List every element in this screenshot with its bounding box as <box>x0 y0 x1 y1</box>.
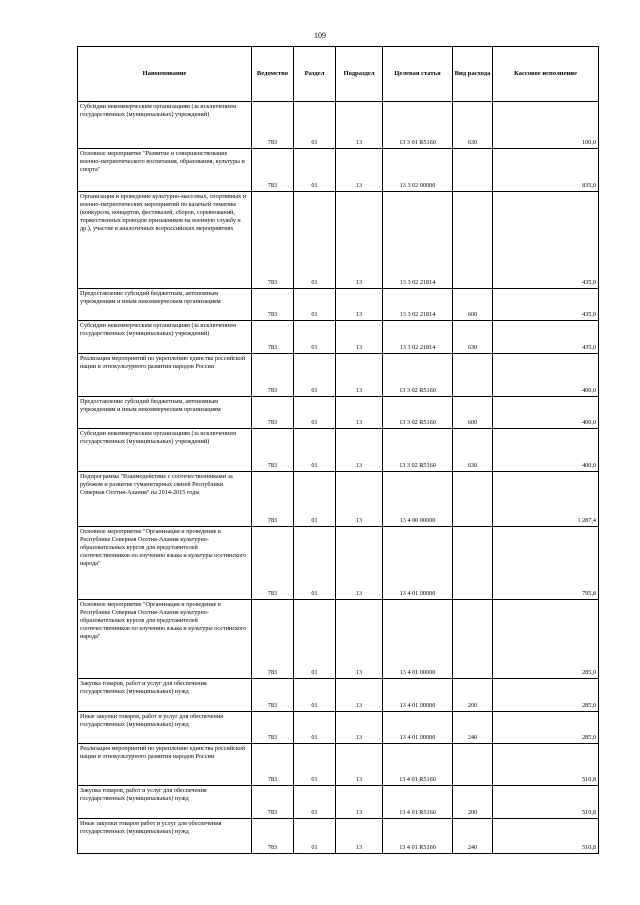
row-expense-type: 240 <box>453 712 493 744</box>
row-cash-execution: 400,0 <box>493 429 599 472</box>
row-subsection: 13 <box>336 397 383 429</box>
table-row <box>78 289 599 321</box>
header-name: Наименование <box>78 47 252 102</box>
row-target-article: 13 3 02 00000 <box>383 149 453 192</box>
row-name: Предоставление субсидий бюджетным, автономным учреждениям и иным некоммерческим организациям <box>78 289 252 321</box>
row-name: Субсидии некоммерческим организациям (за исключением государственных (муниципальных) учреждений) <box>78 102 252 149</box>
row-name: Основное мероприятие "Организация и проведение в Республике Северная Осетия-Алания культурно-образовательных курсов для представителей соотечественников по изучению языка и культуры осетинского народа" <box>78 527 252 600</box>
row-expense-type: 630 <box>453 321 493 354</box>
table-row <box>78 149 599 192</box>
header-department: Ведомство <box>252 47 294 102</box>
table-row <box>78 429 599 472</box>
row-target-article: 13 4 01 R5160 <box>383 744 453 786</box>
row-section: 01 <box>294 819 336 854</box>
row-target-article: 13 3 02 21814 <box>383 192 453 289</box>
budget-table <box>77 46 599 854</box>
row-subsection: 13 <box>336 289 383 321</box>
row-expense-type: 600 <box>453 289 493 321</box>
row-target-article: 13 4 01 R5160 <box>383 819 453 854</box>
row-cash-execution: 510,8 <box>493 786 599 819</box>
table-row <box>78 712 599 744</box>
row-name: Закупка товаров, работ и услуг для обеспечения государственных (муниципальных) нужд <box>78 786 252 819</box>
row-section: 01 <box>294 429 336 472</box>
row-cash-execution: 285,0 <box>493 679 599 712</box>
row-expense-type: 630 <box>453 102 493 149</box>
row-cash-execution: 285,0 <box>493 600 599 679</box>
row-department: 783 <box>252 192 294 289</box>
row-name: Закупка товаров, работ и услуг для обеспечения государственных (муниципальных) нужд <box>78 679 252 712</box>
row-department: 783 <box>252 289 294 321</box>
row-department: 783 <box>252 527 294 600</box>
row-section: 01 <box>294 712 336 744</box>
row-name: Подпрограмма "Взаимодействие с соотечественниками за рубежом и развитие гуманитарных связей Республики Северная Осетия-Алания" на 2014-2015 годы <box>78 472 252 527</box>
row-subsection: 13 <box>336 712 383 744</box>
row-target-article: 13 3 02 R5160 <box>383 397 453 429</box>
header-expense-type: Вид расхода <box>453 47 493 102</box>
row-department: 783 <box>252 397 294 429</box>
row-subsection: 13 <box>336 786 383 819</box>
row-cash-execution: 285,0 <box>493 712 599 744</box>
row-department: 783 <box>252 149 294 192</box>
row-target-article: 13 4 01 00000 <box>383 527 453 600</box>
row-expense-type <box>453 600 493 679</box>
row-department: 783 <box>252 819 294 854</box>
row-section: 01 <box>294 472 336 527</box>
row-expense-type <box>453 744 493 786</box>
row-subsection: 13 <box>336 744 383 786</box>
row-name: Основное мероприятие "Развитие и совершенствование военно-патриотического воспитания, образования, культуры и спорта" <box>78 149 252 192</box>
row-cash-execution: 100,0 <box>493 102 599 149</box>
row-department: 783 <box>252 354 294 397</box>
row-section: 01 <box>294 744 336 786</box>
header-cash-execution: Кассовое исполнение <box>493 47 599 102</box>
row-cash-execution: 435,0 <box>493 289 599 321</box>
table-row <box>78 354 599 397</box>
table-header-row <box>78 47 599 102</box>
row-subsection: 13 <box>336 102 383 149</box>
row-expense-type <box>453 192 493 289</box>
table-row <box>78 102 599 149</box>
row-name: Реализация мероприятий по укреплению единства российской нации и этнокультурного развития народов России <box>78 744 252 786</box>
header-section: Раздел <box>294 47 336 102</box>
row-cash-execution: 510,8 <box>493 819 599 854</box>
table-row <box>78 472 599 527</box>
row-section: 01 <box>294 289 336 321</box>
row-subsection: 13 <box>336 527 383 600</box>
row-name: Иные закупки товаров, работ и услуг для обеспечения государственных (муниципальных) нужд <box>78 712 252 744</box>
row-cash-execution: 795,8 <box>493 527 599 600</box>
row-department: 783 <box>252 679 294 712</box>
page-number: 109 <box>314 31 326 40</box>
row-section: 01 <box>294 786 336 819</box>
row-department: 783 <box>252 744 294 786</box>
row-subsection: 13 <box>336 472 383 527</box>
row-subsection: 13 <box>336 149 383 192</box>
row-cash-execution: 400,0 <box>493 354 599 397</box>
row-section: 01 <box>294 149 336 192</box>
row-target-article: 13 3 02 21814 <box>383 321 453 354</box>
table-row <box>78 679 599 712</box>
row-cash-execution: 400,0 <box>493 397 599 429</box>
row-subsection: 13 <box>336 429 383 472</box>
row-department: 783 <box>252 321 294 354</box>
row-name: Субсидии некоммерческим организациям (за исключением государственных (муниципальных) учреждений) <box>78 321 252 354</box>
table-row <box>78 600 599 679</box>
row-department: 783 <box>252 712 294 744</box>
row-department: 783 <box>252 600 294 679</box>
row-name: Субсидии некоммерческим организациям (за исключением государственных (муниципальных) учреждений) <box>78 429 252 472</box>
row-section: 01 <box>294 679 336 712</box>
row-target-article: 13 3 02 R5160 <box>383 354 453 397</box>
row-expense-type: 200 <box>453 679 493 712</box>
row-expense-type <box>453 527 493 600</box>
header-target-article: Целевая статья <box>383 47 453 102</box>
row-cash-execution: 835,0 <box>493 149 599 192</box>
row-name: Организация и проведение культурно-массовых, спортивных и военно-патриотических мероприятий по казачьей тематике (конкурсов, концертов, фестивалей, сборов, соревнований, торжественных проводов призывников на военную службу и др.), участие в аналогичных всероссийских мероприятиях <box>78 192 252 289</box>
row-expense-type <box>453 354 493 397</box>
row-name: Реализация мероприятий по укреплению единства российской нации и этнокультурного развития народов России <box>78 354 252 397</box>
row-section: 01 <box>294 527 336 600</box>
row-cash-execution: 435,0 <box>493 192 599 289</box>
row-section: 01 <box>294 354 336 397</box>
row-target-article: 13 3 02 21814 <box>383 289 453 321</box>
row-name: Иные закупки товаров работ и услуг для обеспечения государственных (муниципальных) нужд <box>78 819 252 854</box>
table-row <box>78 527 599 600</box>
row-department: 783 <box>252 472 294 527</box>
row-cash-execution: 510,8 <box>493 744 599 786</box>
row-department: 783 <box>252 429 294 472</box>
row-section: 01 <box>294 192 336 289</box>
table-row <box>78 819 599 854</box>
row-target-article: 13 4 01 00000 <box>383 600 453 679</box>
row-subsection: 13 <box>336 819 383 854</box>
row-subsection: 13 <box>336 679 383 712</box>
table-row <box>78 321 599 354</box>
row-expense-type <box>453 472 493 527</box>
row-subsection: 13 <box>336 600 383 679</box>
row-cash-execution: 1 287,4 <box>493 472 599 527</box>
header-subsection: Подраздел <box>336 47 383 102</box>
table-row <box>78 397 599 429</box>
row-section: 01 <box>294 600 336 679</box>
row-target-article: 13 3 02 R5160 <box>383 429 453 472</box>
table-row <box>78 192 599 289</box>
row-expense-type: 600 <box>453 397 493 429</box>
row-expense-type: 200 <box>453 786 493 819</box>
row-target-article: 13 4 01 R5160 <box>383 786 453 819</box>
table-row <box>78 786 599 819</box>
table-row <box>78 744 599 786</box>
row-subsection: 13 <box>336 192 383 289</box>
row-department: 783 <box>252 786 294 819</box>
row-expense-type <box>453 149 493 192</box>
row-name: Предоставление субсидий бюджетным, автономным учреждениям и иным некоммерческим организациям <box>78 397 252 429</box>
row-expense-type: 240 <box>453 819 493 854</box>
row-cash-execution: 435,0 <box>493 321 599 354</box>
row-section: 01 <box>294 397 336 429</box>
row-section: 01 <box>294 102 336 149</box>
row-name: Основное мероприятие "Организация и проведение в Республике Северная Осетия-Алания культурно-образовательных курсов для представителей соотечественников по изучению языка и культуры осетинского народа" <box>78 600 252 679</box>
row-target-article: 13 4 01 00000 <box>383 679 453 712</box>
row-target-article: 13 4 01 00000 <box>383 712 453 744</box>
row-subsection: 13 <box>336 354 383 397</box>
row-subsection: 13 <box>336 321 383 354</box>
row-department: 783 <box>252 102 294 149</box>
row-section: 01 <box>294 321 336 354</box>
row-expense-type: 630 <box>453 429 493 472</box>
row-target-article: 13 4 00 00000 <box>383 472 453 527</box>
row-target-article: 13 3 01 R5160 <box>383 102 453 149</box>
